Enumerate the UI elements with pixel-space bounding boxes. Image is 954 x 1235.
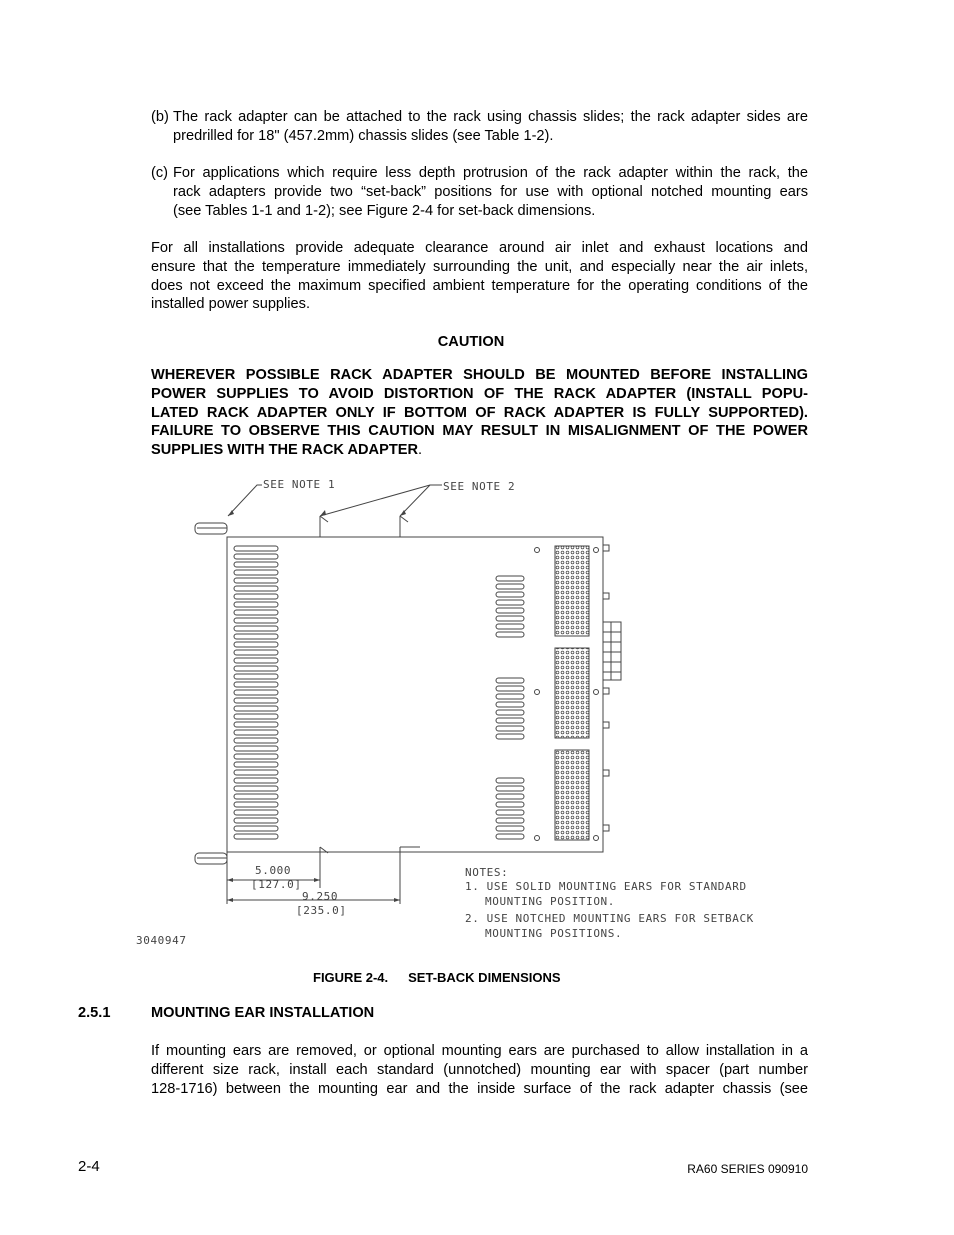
note2-callout: SEE NOTE 2 [443,480,516,493]
notes-title: NOTES: [465,866,509,879]
setback-bracket [400,847,420,870]
figure-caption [313,969,561,988]
dimension-5000-mm: [127.0] [251,878,302,891]
perforated-grill [555,648,589,738]
list-item-label: (b) [151,109,169,125]
list-item-c [151,164,808,220]
list-item-label: (c) [151,165,169,181]
vent-slots-left [234,546,278,839]
caution-text [151,366,808,460]
caution-line: POWER SUPPLIES TO AVOID DISTORTION OF THE RACK ADAPTER (INSTALL POPU- [151,385,808,402]
connector-block [603,622,621,680]
caution-line: FAILURE TO OBSERVE THIS CAUTION MAY RESULT IN MISALIGNMENT OF THE POWER [151,423,808,440]
note2-text-cont: MOUNTING POSITIONS. [485,927,623,940]
list-item-line: (see Tables 1-1 and 1-2); see Figure 2-4 for set-back dimensions. [173,202,596,219]
caution-period: . [418,442,423,459]
dimension-9250-mm: [235.0] [296,904,347,917]
caution-title: CAUTION [437,334,505,350]
chassis-outline [227,537,603,852]
setback-dimensions-drawing [130,470,790,960]
page-number: 2-4 [78,1158,100,1175]
dimension-9250-inches: 9.250 [302,890,339,903]
section-number: 2.5.1 [78,1005,111,1021]
perforated-grill [555,750,589,840]
paragraph-line: 128-1716) between the mounting ear and the inside surface of the rack adapter chassis (see [151,1080,808,1097]
paragraph-line: installed power supplies. [151,296,310,313]
list-item-line: predrilled for 18" (457.2mm) chassis slides (see Table 1-2). [173,127,554,144]
setback-bracket [320,516,328,537]
paragraph-line: does not exceed the maximum specified ambient temperature for the operating conditions of the [151,277,808,294]
note2-text: 2. USE NOTCHED MOUNTING EARS FOR SETBACK [465,912,754,925]
figure-title: SET-BACK DIMENSIONS [408,970,561,985]
caution-line: SUPPLIES WITH THE RACK ADAPTER [151,442,419,459]
note1-text-cont: MOUNTING POSITION. [485,895,616,908]
note2-leader-a [320,485,442,516]
list-item-b [151,108,808,146]
paragraph-line: ensure that the temperature immediately surrounding the unit, and especially near the air inlets, [151,258,808,275]
footer-series: RA60 SERIES 090910 [687,1162,808,1176]
note1-text: 1. USE SOLID MOUNTING EARS FOR STANDARD [465,880,747,893]
note1-callout: SEE NOTE 1 [263,478,336,491]
caution-line: WHEREVER POSSIBLE RACK ADAPTER SHOULD BE MOUNTED BEFORE INSTALLING [151,367,808,383]
section-title: MOUNTING EAR INSTALLATION [151,1005,375,1021]
dimension-5000-inches: 5.000 [255,864,292,877]
figure-number: FIGURE 2-4. [313,970,389,985]
setback-bracket [320,847,328,870]
list-item-line: For applications which require less depth protrusion of the rack adapter within the rack, the [173,165,808,181]
list-item-line: The rack adapter can be attached to the rack using chassis slides; the rack adapter sides are [173,109,808,125]
vent-slots-middle [496,576,524,839]
drawing-number: 3040947 [136,934,187,947]
paragraph-line: For all installations provide adequate clearance around air inlet and exhaust locations and [151,240,808,256]
perforated-grill [555,546,589,636]
paragraph-mounting-ears [151,1042,808,1098]
paragraph-line: If mounting ears are removed, or optional mounting ears are purchased to allow installation in a [151,1043,808,1059]
note1-leader [228,485,262,516]
setback-bracket [400,516,408,537]
paragraph-line: different size rack, install each standard (unnotched) mounting ear with spacer (part number [151,1061,808,1078]
list-item-line: rack adapters provide two “set-back” positions for use with optional notched mounting ears [173,183,808,200]
caution-line-last [151,441,808,460]
caution-line: LATED RACK ADAPTER ONLY IF BOTTOM OF RACK ADAPTER IS FULLY SUPPORTED). [151,404,808,421]
paragraph-clearance [151,239,808,314]
